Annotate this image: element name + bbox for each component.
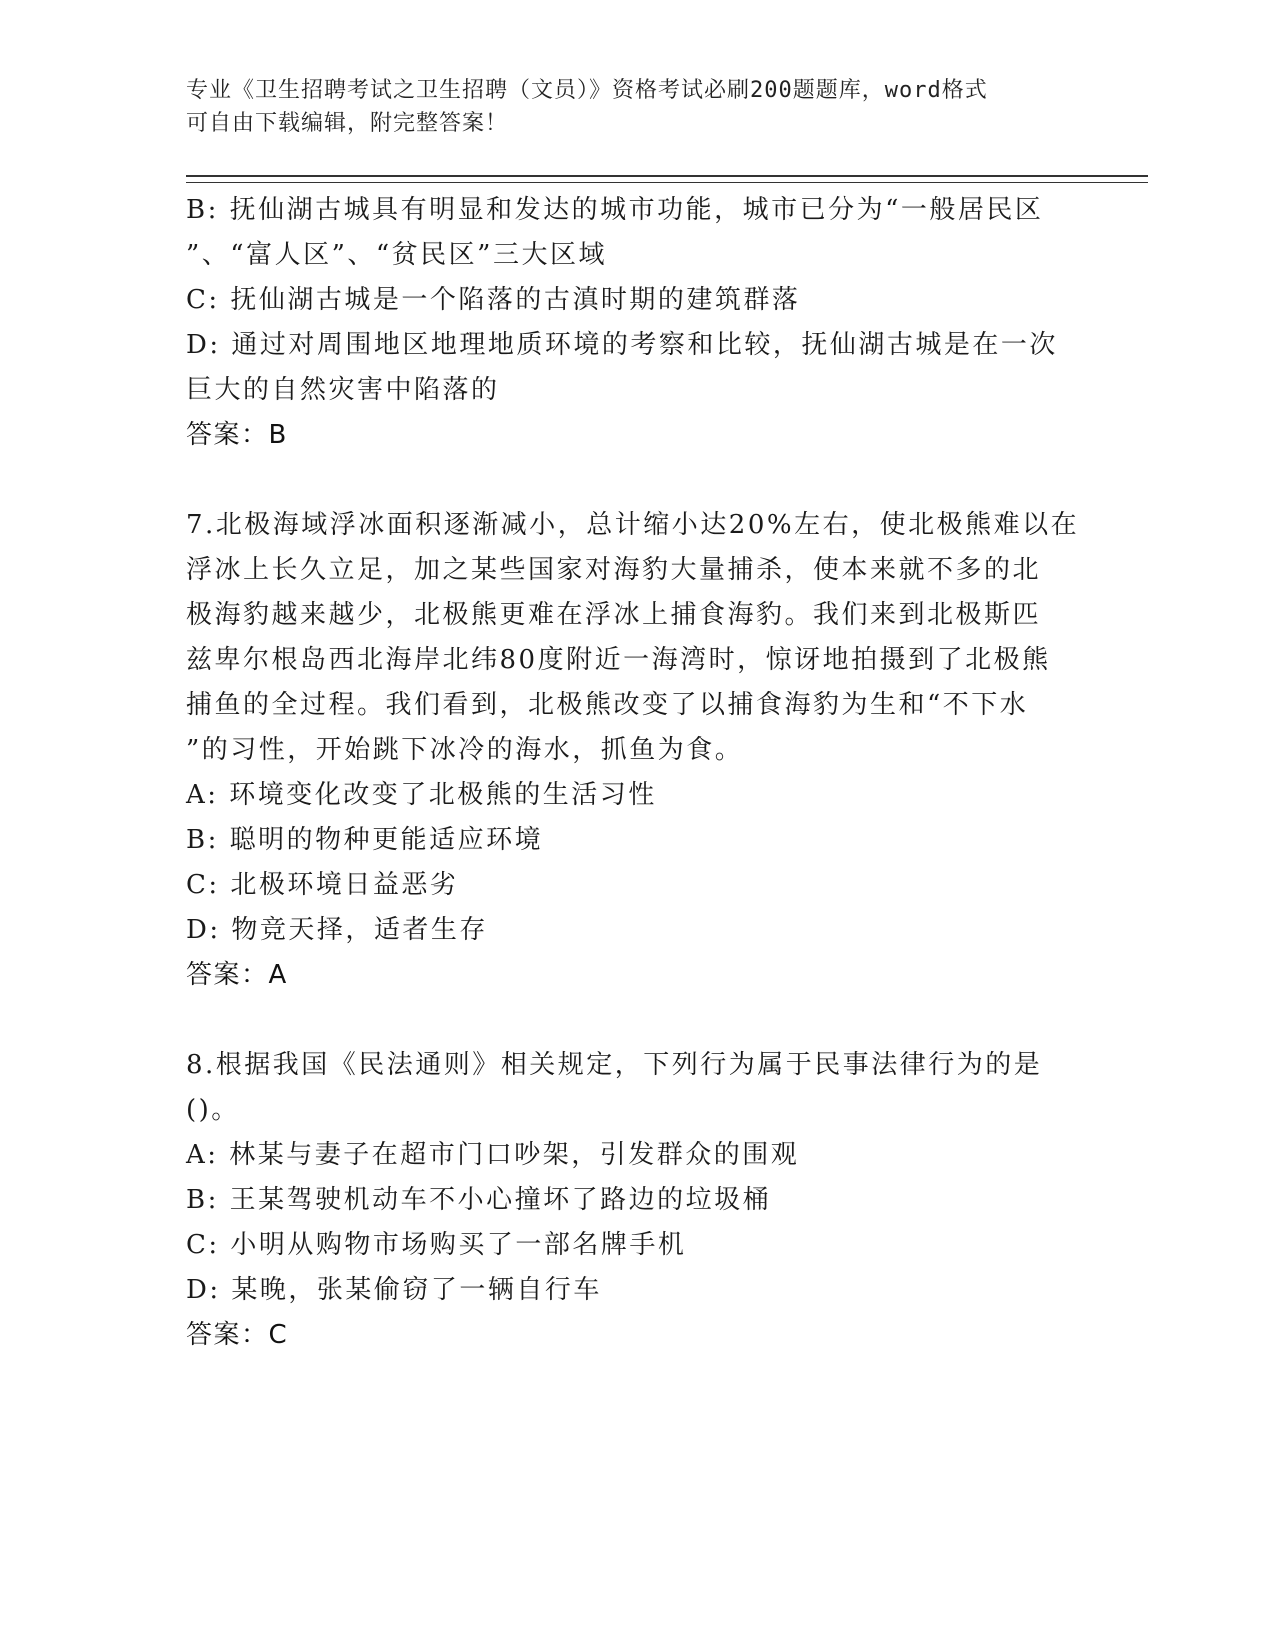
q7-option-a: A: 环境变化改变了北极熊的生活习性 [186,780,657,810]
question-8 [186,1043,1086,1358]
q7-stem-line: 捕鱼的全过程。我们看到，北极熊改变了以捕食海豹为生和“不下水 [186,690,1029,720]
q8-option-b: B: 王某驾驶机动车不小心撞坏了路边的垃圾桶 [186,1185,772,1215]
header-title-line-2: 可自由下载编辑，附完整答案！ [186,111,509,136]
q6-option-d-line-2: 巨大的自然灾害中陷落的 [186,375,500,405]
q6-option-d-line-1: D: 通过对周围地区地理地质环境的考察和比较，抚仙湖古城是在一次 [186,330,1058,360]
q7-answer: 答案：A [186,960,288,990]
q8-stem-line: 8.根据我国《民法通则》相关规定，下列行为属于民事法律行为的是 [186,1050,1043,1080]
q8-stem-line: ()。 [186,1095,240,1125]
question-6-remainder [186,188,1086,458]
q8-answer: 答案：C [186,1320,289,1350]
q7-option-c: C: 北极环境日益恶劣 [186,870,459,900]
q7-option-b: B: 聪明的物种更能适应环境 [186,825,544,855]
q6-option-b-line-1: B: 抚仙湖古城具有明显和发达的城市功能，城市已分为“一般居民区 [186,195,1044,225]
document-header [186,74,1086,140]
q7-stem-line: 7.北极海域浮冰面积逐渐减小，总计缩小达20%左右，使北极熊难以在 [186,510,1080,540]
q7-stem-line: 浮冰上长久立足，加之某些国家对海豹大量捕杀，使本来就不多的北 [186,555,1042,585]
q7-stem-line: 极海豹越来越少，北极熊更难在浮冰上捕食海豹。我们来到北极斯匹 [186,600,1042,630]
q6-option-b-line-2: ”、“富人区”、“贫民区”三大区域 [186,240,607,270]
q6-answer: 答案：B [186,420,288,450]
header-divider-thick [186,175,1148,177]
header-divider-thin [186,182,1148,183]
q8-option-a: A: 林某与妻子在超市门口吵架，引发群众的围观 [186,1140,800,1170]
q6-option-c: C: 抚仙湖古城是一个陷落的古滇时期的建筑群落 [186,285,801,315]
document-body [186,188,1086,1358]
question-7 [186,503,1086,998]
q7-option-d: D: 物竞天择，适者生存 [186,915,488,945]
spacer [186,458,1086,503]
q7-stem-line: ”的习性，开始跳下冰冷的海水，抓鱼为食。 [186,735,744,765]
q8-option-d: D: 某晚，张某偷窃了一辆自行车 [186,1275,602,1305]
q7-stem-line: 兹卑尔根岛西北海岸北纬80度附近一海湾时，惊讶地拍摄到了北极熊 [186,645,1051,675]
q8-option-c: C: 小明从购物市场购买了一部名牌手机 [186,1230,687,1260]
spacer [186,998,1086,1043]
header-title-line-1: 专业《卫生招聘考试之卫生招聘（文员）》资格考试必刷200题题库，word格式 [186,78,988,103]
